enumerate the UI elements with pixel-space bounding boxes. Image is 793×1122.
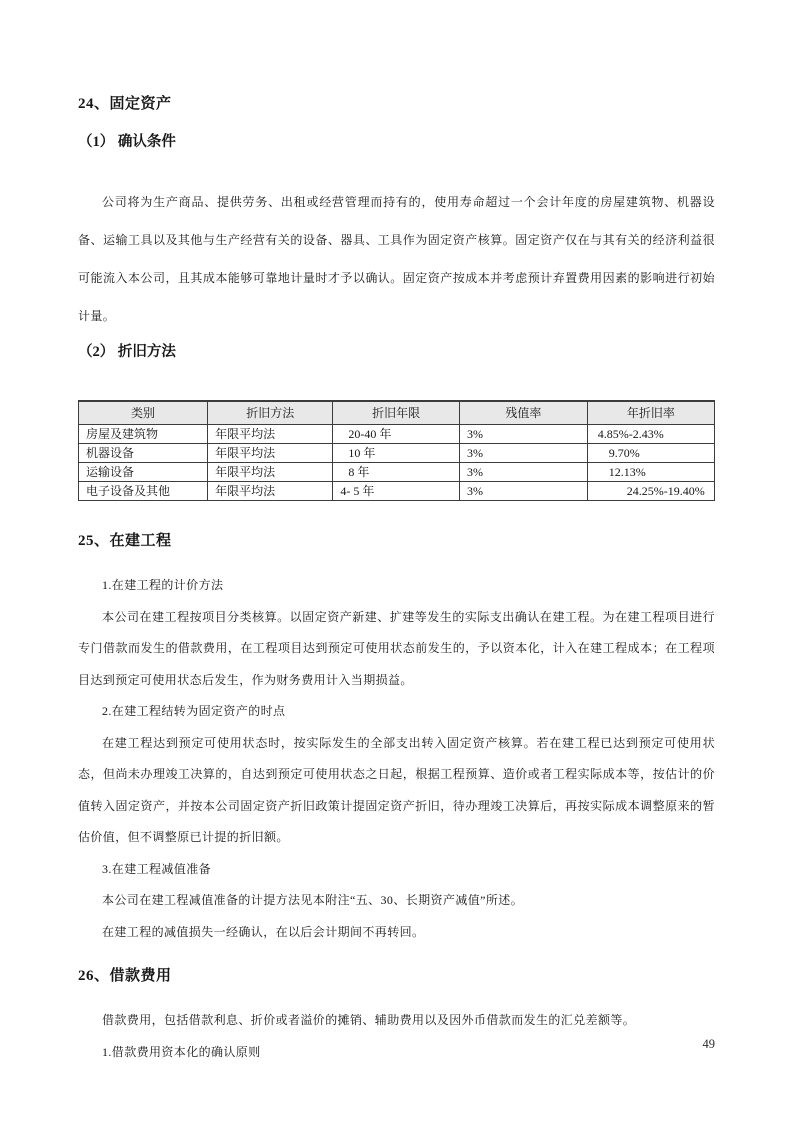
page-number: 49 xyxy=(702,1037,715,1051)
table-row-electronic-equipment xyxy=(79,482,715,501)
cell-residual-rate: 3% xyxy=(459,444,587,463)
cell-life: 20-40 年 xyxy=(333,425,460,444)
col-header-residual-rate: 残值率 xyxy=(459,401,587,425)
depreciation-table xyxy=(78,400,715,501)
cell-category: 电子设备及其他 xyxy=(79,482,208,501)
paragraph-fixed-assets-recognition: 公司将为生产商品、提供劳务、出租或经营管理而持有的，使用寿命超过一个会计年度的房屋建筑物、机器设备、运输工具以及其他与生产经营有关的设备、器具、工具作为固定资产核算。固定资产仅在与其有关的经济利益很可能流入本公司，且其成本能够可靠地计量时才予以确认。固定资产按成本并考虑预计弃置费用因素的影响进行初始计量。 xyxy=(78,195,715,323)
col-header-depreciation-life: 折旧年限 xyxy=(333,401,460,425)
list-item-capitalization-recognition-principle: 1.借款费用资本化的确认原则 xyxy=(102,1044,261,1059)
depreciation-table-header xyxy=(79,401,715,425)
paragraph-cip-impairment-no-reversal: 在建工程的减值损失一经确认，在以后会计期间不再转回。 xyxy=(102,924,425,939)
cell-category: 机器设备 xyxy=(79,444,208,463)
table-header-row xyxy=(79,401,715,425)
paragraph-cip-transfer: 在建工程达到预定可使用状态时，按实际发生的全部支出转入固定资产核算。若在建工程已达到预定可使用状态，但尚未办理竣工决算的，自达到预定可使用状态之日起，根据工程预算、造价或者工程实际成本等，按估计的价值转入固定资产，并按本公司固定资产折旧政策计提固定资产折旧，待办理竣工决算后，再按实际成本调整原来的暂估价值，但不调整原已计提的折旧额。 xyxy=(78,735,715,844)
paragraph-cip-impairment-reference: 本公司在建工程减值准备的计提方法见本附注“五、30、长期资产减值”所述。 xyxy=(102,893,524,907)
cell-annual-rate: 12.13% xyxy=(587,463,714,482)
table-row-transport-equipment xyxy=(79,463,715,482)
cell-residual-rate: 3% xyxy=(459,425,587,444)
list-item-cip-valuation-method: 1.在建工程的计价方法 xyxy=(102,578,224,592)
list-item-cip-impairment-provision: 3.在建工程减值准备 xyxy=(102,861,212,876)
cell-annual-rate: 4.85%-2.43% xyxy=(587,425,714,444)
col-header-depreciation-method: 折旧方法 xyxy=(208,401,333,425)
list-item-cip-transfer-timing: 2.在建工程结转为固定资产的时点 xyxy=(102,704,286,718)
cell-life: 4- 5 年 xyxy=(333,482,460,501)
depreciation-table-body xyxy=(79,425,715,501)
subheading-24-2-depreciation-method: （2） 折旧方法 xyxy=(78,344,176,360)
cell-annual-rate: 24.25%-19.40% xyxy=(587,482,714,501)
cell-life: 10 年 xyxy=(333,444,460,463)
heading-section-26-borrowing-costs: 26、借款费用 xyxy=(78,968,172,984)
paragraph-borrowing-costs-definition: 借款费用，包括借款利息、折价或者溢价的摊销、辅助费用以及因外币借款而发生的汇兑差额等。 xyxy=(102,1013,636,1027)
section-25-body xyxy=(78,570,715,948)
cell-method: 年限平均法 xyxy=(208,425,333,444)
col-header-annual-depreciation-rate: 年折旧率 xyxy=(587,401,714,425)
heading-section-24-fixed-assets: 24、固定资产 xyxy=(78,96,172,112)
section-26-body xyxy=(78,1005,715,1068)
cell-residual-rate: 3% xyxy=(459,482,587,501)
subheading-24-1-recognition-conditions: （1） 确认条件 xyxy=(78,134,176,150)
table-row-buildings xyxy=(79,425,715,444)
cell-category: 房屋及建筑物 xyxy=(79,425,208,444)
col-header-category: 类别 xyxy=(79,401,208,425)
table-row-machinery xyxy=(79,444,715,463)
cell-life: 8 年 xyxy=(333,463,460,482)
cell-method: 年限平均法 xyxy=(208,463,333,482)
cell-method: 年限平均法 xyxy=(208,444,333,463)
heading-section-25-construction-in-progress: 25、在建工程 xyxy=(78,533,172,549)
cell-category: 运输设备 xyxy=(79,463,208,482)
cell-residual-rate: 3% xyxy=(459,463,587,482)
paragraph-cip-valuation: 本公司在建工程按项目分类核算。以固定资产新建、扩建等发生的实际支出确认在建工程。为在建工程项目进行专门借款而发生的借款费用，在工程项目达到预定可使用状态前发生的，予以资本化，计入在建工程成本；在工程项目达到预定可使用状态后发生，作为财务费用计入当期损益。 xyxy=(78,609,715,687)
page-content xyxy=(78,0,715,1068)
cell-method: 年限平均法 xyxy=(208,482,333,501)
cell-annual-rate: 9.70% xyxy=(587,444,714,463)
